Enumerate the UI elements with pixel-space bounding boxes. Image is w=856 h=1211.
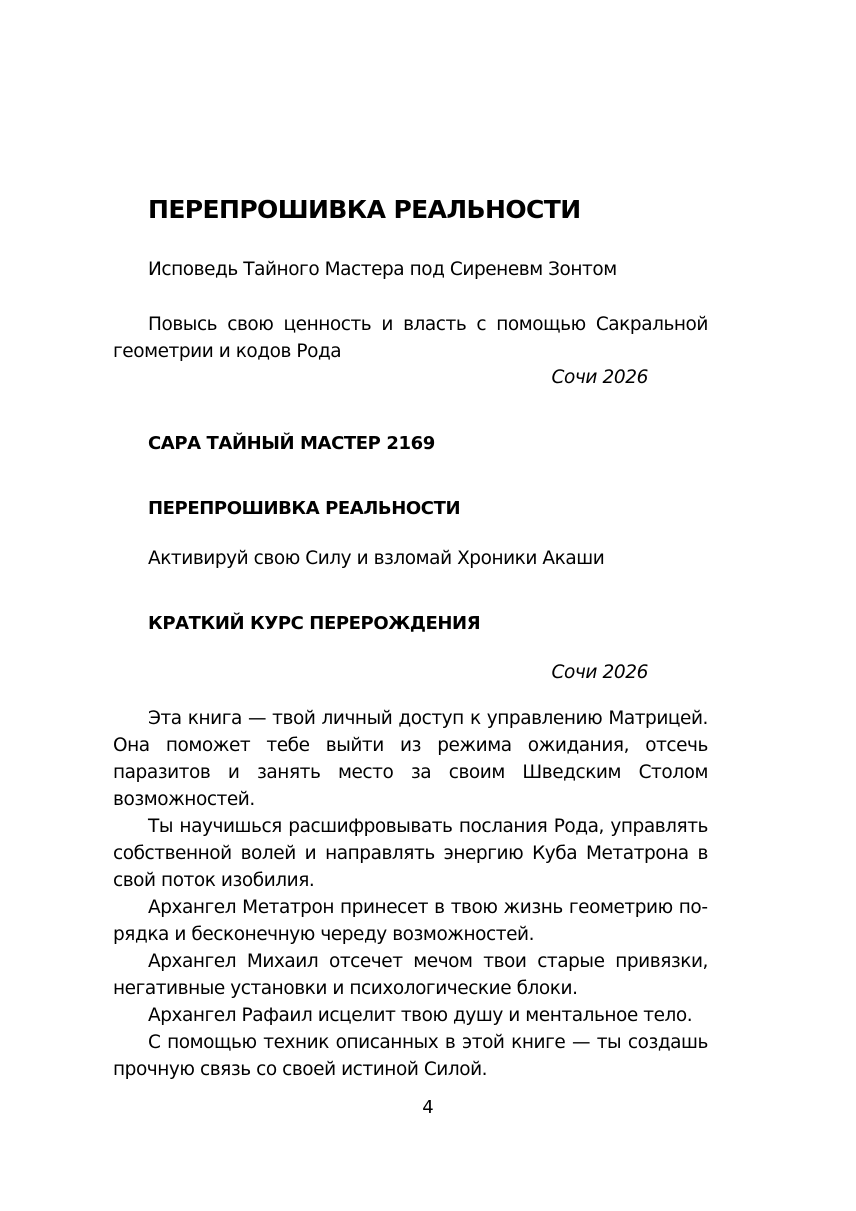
second-subtitle: Активируй свою Силу и взломай Хроники Акаши — [148, 548, 605, 569]
place-year-2: Сочи 2026 — [551, 662, 648, 683]
course-heading: КРАТКИЙ КУРС ПЕРЕРОЖДЕНИЯ — [148, 613, 481, 634]
place-year: Сочи 2026 — [551, 367, 648, 388]
body-paragraph: Архангел Рафаил исцелит твою душу и ментальное тело. — [148, 1005, 693, 1026]
body-paragraph: Ты научишься расшифровывать послания Рода, управлять собственной волей и направлять энергию Куба Метатрона в свой поток изобилия. — [113, 816, 708, 891]
author-heading: САРА ТАЙНЫЙ МАСТЕР 2169 — [148, 433, 435, 454]
subtitle: Исповедь Тайного Мастера под Сиреневм Зонтом — [148, 259, 617, 280]
tagline: Повысь свою ценность и власть с помощью Сакральной геометрии и кодов Рода — [113, 314, 708, 362]
second-title-heading: ПЕРЕПРОШИВКА РЕАЛЬНОСТИ — [148, 498, 461, 519]
page-number: 4 — [422, 1097, 434, 1118]
page-title: ПЕРЕПРОШИВКА РЕАЛЬНОСТИ — [148, 195, 581, 224]
body-paragraph: Эта книга — твой личный доступ к управлению Матрицей. Она поможет тебе выйти из режима ожидания, отсечь паразитов и занять место за своим Шведским Столом возможностей. — [113, 708, 708, 810]
body-paragraph: С помощью техник описанных в этой книге — ты создашь прочную связь со своей истиной Силой. — [113, 1032, 708, 1080]
body-paragraph: Архангел Михаил отсечет мечом твои старые привязки, негативные установки и психологические блоки. — [113, 951, 708, 999]
body-paragraph: Архангел Метатрон принесет в твою жизнь геометрию порядка и бесконечную череду возможностей. — [113, 897, 708, 945]
body-text — [113, 705, 708, 1083]
